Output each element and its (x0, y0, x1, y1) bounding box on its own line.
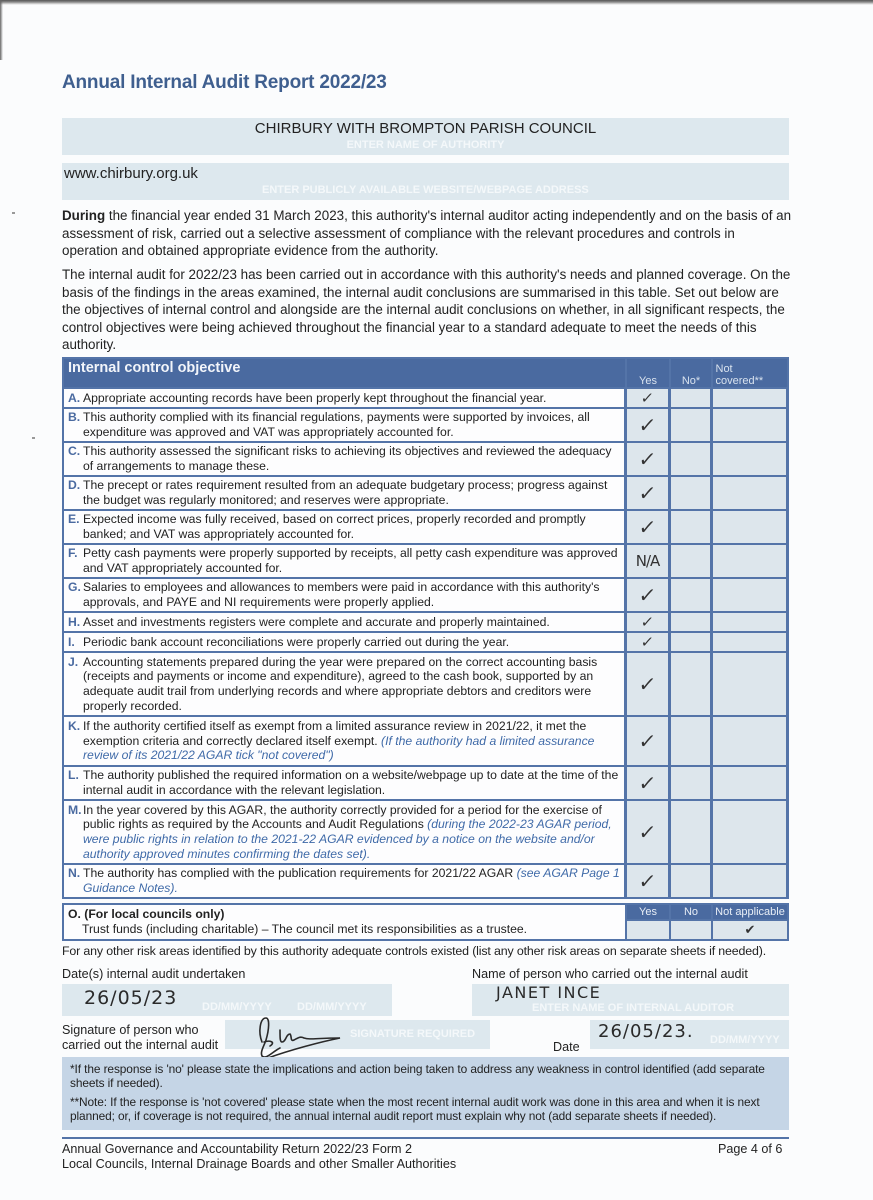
no-checkbox[interactable] (670, 612, 712, 632)
yes-checkbox[interactable] (626, 632, 670, 652)
objective-o-text: Trust funds (including charitable) – The council met its responsibilities as a trustee. (82, 922, 528, 936)
footer-divider (62, 1137, 789, 1139)
objective-text: This authority complied with its financial regulations, payments were supported by invoices, all expenditure was approved and VAT was appropriately accounted for. (83, 410, 590, 439)
objective-text: Accounting statements prepared during the year were prepared on the correct accounting basis (receipts and payments or income and expenditure), agreed to the cash book, supported by an adequate audit trail from underlying records and where appropriate debtors and creditors were properly recorded. (83, 654, 598, 713)
objective-text: Expected income was fully received, based on correct prices, properly recorded and promptly banked; and VAT was appropriately accounted for. (83, 512, 586, 541)
o-yes-header: Yes (626, 904, 670, 920)
objective-letter: H. (68, 614, 81, 629)
page-number: Page 4 of 6 (718, 1142, 783, 1156)
objective-cell (63, 476, 626, 510)
date-label: Date (553, 1040, 580, 1054)
no-checkbox[interactable] (670, 408, 712, 442)
auditor-name-value: JANET INCE (496, 983, 602, 1002)
no-checkbox[interactable] (670, 442, 712, 476)
yes-checkbox[interactable] (626, 864, 670, 898)
not-covered-checkbox[interactable] (712, 476, 788, 510)
yes-checkbox[interactable] (626, 766, 670, 800)
no-checkbox[interactable] (670, 510, 712, 544)
objective-letter: G. (68, 580, 81, 595)
intro-lead: During (62, 208, 106, 223)
not-covered-checkbox[interactable] (712, 652, 788, 716)
date-placeholder: DD/MM/YYYY (710, 1034, 780, 1046)
not-covered-checkbox[interactable] (712, 544, 788, 578)
not-covered-checkbox[interactable] (712, 510, 788, 544)
yes-checkbox[interactable] (626, 442, 670, 476)
objective-text: Salaries to employees and allowances to members were paid in accordance with this authority's approvals, and PAYE and NI requirements were properly applied. (83, 580, 600, 609)
no-checkbox[interactable] (670, 864, 712, 898)
check-icon: ✓ (639, 633, 656, 651)
objective-text: Petty cash payments were properly supported by receipts, all petty cash expenditure was approved and VAT appropriately accounted for. (83, 546, 618, 575)
signature-date-value: 26/05/23. (598, 1021, 694, 1042)
check-icon: ✓ (637, 583, 658, 607)
check-icon: ✓ (637, 672, 658, 696)
no-checkbox[interactable] (670, 716, 712, 766)
yes-column-header: Yes (626, 358, 670, 388)
control-objective-row (63, 578, 788, 612)
check-icon: ✓ (637, 820, 658, 844)
o-na-header: Not applicable (712, 904, 788, 920)
objective-cell (63, 510, 626, 544)
note-not-covered: **Note: If the response is 'not covered' please state when the most recent internal audit work was done in this area and when it is next planned; or, if coverage is not required, the annual internal audit report must explain why not (add separate sheets if needed). (70, 1095, 760, 1123)
objective-cell (63, 864, 626, 898)
check-icon: ✓ (639, 613, 656, 631)
objective-letter: O. (68, 907, 81, 921)
check-icon: ✓ (637, 413, 658, 437)
yes-checkbox[interactable] (626, 544, 670, 578)
local-councils-table (62, 903, 789, 941)
objective-letter: J. (68, 654, 79, 669)
yes-checkbox[interactable] (626, 578, 670, 612)
control-objective-row (63, 800, 788, 864)
objective-column-header: Internal control objective (63, 358, 626, 388)
objective-text: The precept or rates requirement resulted from an adequate budgetary process; progress against the budget was regularly monitored; and reserves were appropriate. (83, 478, 608, 507)
objective-cell (63, 632, 626, 652)
no-column-header: No* (670, 358, 712, 388)
not-covered-checkbox[interactable] (712, 408, 788, 442)
objective-text: The authority has complied with the publication requirements for 2021/22 AGAR (see AGAR Page 1 Guidance Notes). (83, 866, 620, 895)
objective-cell (63, 408, 626, 442)
objective-cell (63, 716, 626, 766)
footer-form-title: Annual Governance and Accountability Return 2022/23 Form 2 Local Councils, Internal Drainage Boards and other Smaller Authorities (62, 1142, 457, 1171)
not-covered-checkbox[interactable] (712, 442, 788, 476)
not-covered-checkbox[interactable] (712, 864, 788, 898)
objective-cell (63, 442, 626, 476)
notes-box (62, 1057, 789, 1130)
other-risks-statement: For any other risk areas identified by this authority adequate controls existed (list any other risk areas on separate sheets if needed). (62, 944, 767, 958)
website-address: www.chirbury.org.uk (64, 165, 198, 182)
objective-letter: I. (68, 634, 75, 649)
guidance-note: (If the authority had a limited assurance review of its 2021/22 AGAR tick "not covered") (83, 733, 595, 763)
objective-letter: F. (68, 546, 78, 561)
signature-placeholder: SIGNATURE REQUIRED (350, 1028, 476, 1040)
objective-letter: K. (68, 719, 81, 734)
objective-text: Appropriate accounting records have been properly kept throughout the financial year. (83, 390, 547, 405)
check-icon: ✓ (637, 771, 658, 795)
auditor-placeholder: ENTER NAME OF INTERNAL AUDITOR (532, 1002, 735, 1014)
objective-letter: N. (68, 866, 81, 881)
handwritten-signature (250, 1012, 360, 1062)
scan-speck (32, 437, 35, 439)
dates-placeholder: DD/MM/YYYY (297, 1001, 367, 1013)
objective-letter: D. (68, 478, 81, 493)
dates-placeholder: DD/MM/YYYY (202, 1001, 272, 1013)
intro-paragraph-2: The internal audit for 2022/23 has been carried out in accordance with this authority's needs and planned coverage. On the basis of the findings in the areas examined, the internal audit conclusions are summarised in this table. Set out below are the objectives of internal control and alongside are the internal audit conclusions on whether, in all significant respects, the control objectives were being achieved throughout the financial year to a standard adequate to meet the needs of this authority. (62, 267, 791, 352)
intro-paragraph-1 (62, 207, 792, 260)
control-objective-row (63, 652, 788, 716)
no-checkbox[interactable] (670, 388, 712, 408)
objective-cell (63, 652, 626, 716)
objective-cell (63, 578, 626, 612)
internal-control-table (62, 357, 789, 899)
objective-text: Asset and investments registers were complete and accurate and properly maintained. (83, 614, 550, 629)
o-yes-checkbox[interactable] (626, 920, 670, 940)
no-checkbox[interactable] (670, 578, 712, 612)
scan-edge (0, 0, 873, 5)
control-objective-row (63, 408, 788, 442)
control-objective-row (63, 766, 788, 800)
control-objective-row (63, 476, 788, 510)
not-covered-checkbox[interactable] (712, 800, 788, 864)
yes-checkbox[interactable] (626, 652, 670, 716)
no-checkbox[interactable] (670, 652, 712, 716)
control-objective-row (63, 544, 788, 578)
check-icon: ✓ (637, 481, 658, 505)
objective-cell (63, 388, 626, 408)
authority-name-field[interactable] (62, 118, 789, 155)
authority-placeholder: ENTER NAME OF AUTHORITY (346, 139, 505, 151)
objective-text: In the year covered by this AGAR, the authority correctly provided for a period for the exercise of public rights as required by the Accounts and Audit Regulations (during the 2022-23 AGAR period, were public rights in relation to the 2021-22 AGAR evidenced by a notice on the website and/or authority approved minutes confirming the dates set). (83, 802, 612, 861)
authority-name: CHIRBURY WITH BROMPTON PARISH COUNCIL (254, 120, 597, 137)
objective-letter: L. (68, 768, 79, 783)
scan-speck (12, 212, 15, 214)
control-objective-row (63, 864, 788, 898)
not-covered-column-header: Not covered** (712, 358, 788, 388)
scan-edge (0, 0, 3, 60)
objective-letter: A. (68, 390, 81, 405)
audit-date-value: 26/05/23 (84, 987, 178, 1009)
objective-text: The authority published the required information on a website/webpage up to date at the time of the internal audit in accordance with the relevant legislation. (83, 768, 619, 797)
objective-letter: E. (68, 512, 80, 527)
dates-label: Date(s) internal audit undertaken (62, 967, 246, 981)
objective-o-title: (For local councils only) (84, 907, 225, 921)
check-icon: ✓ (639, 389, 656, 407)
page-title: Annual Internal Audit Report 2022/23 (62, 72, 387, 93)
no-checkbox[interactable] (670, 632, 712, 652)
control-objective-row (63, 442, 788, 476)
not-covered-checkbox[interactable] (712, 612, 788, 632)
no-checkbox[interactable] (670, 544, 712, 578)
control-objective-row (63, 612, 788, 632)
objective-letter: C. (68, 444, 81, 459)
signature-date-field[interactable] (590, 1020, 789, 1049)
o-no-checkbox[interactable] (670, 920, 712, 940)
no-checkbox[interactable] (670, 800, 712, 864)
not-covered-checkbox[interactable] (712, 578, 788, 612)
objective-letter: B. (68, 410, 81, 425)
yes-checkbox[interactable] (626, 476, 670, 510)
check-icon: ✓ (637, 729, 658, 753)
not-covered-checkbox[interactable] (712, 632, 788, 652)
na-mark: N/A (635, 552, 660, 570)
website-placeholder: ENTER PUBLICLY AVAILABLE WEBSITE/WEBPAGE ADDRESS (262, 184, 589, 196)
note-no-response: *If the response is 'no' please state the implications and action being taken to address any weakness in control identified (add separate sheets if needed). (70, 1062, 765, 1090)
objective-o (63, 904, 626, 940)
guidance-note: (see AGAR Page 1 Guidance Notes). (83, 866, 620, 895)
auditor-name-label: Name of person who carried out the internal audit (472, 967, 748, 981)
website-field[interactable] (62, 163, 789, 200)
objective-text: If the authority certified itself as exempt from a limited assurance review in 2021/22, it met the exemption criteria and correctly declared itself exempt. (If the authority had a limited assurance review of its 2021/22 AGAR tick "not covered") (83, 719, 595, 763)
o-no-header: No (670, 904, 712, 920)
yes-checkbox[interactable] (626, 408, 670, 442)
check-icon: ✓ (637, 515, 658, 539)
objective-letter: M. (68, 802, 82, 817)
check-icon: ✓ (637, 869, 658, 893)
yes-checkbox[interactable] (626, 388, 670, 408)
objective-cell (63, 612, 626, 632)
objective-cell (63, 544, 626, 578)
objective-text: This authority assessed the significant risks to achieving its objectives and reviewed the adequacy of arrangements to manage these. (83, 444, 612, 473)
control-objective-row (63, 632, 788, 652)
yes-checkbox[interactable] (626, 510, 670, 544)
check-icon: ✔ (744, 922, 756, 938)
not-covered-checkbox[interactable] (712, 766, 788, 800)
objective-cell (63, 800, 626, 864)
yes-checkbox[interactable] (626, 800, 670, 864)
no-checkbox[interactable] (670, 476, 712, 510)
yes-checkbox[interactable] (626, 716, 670, 766)
no-checkbox[interactable] (670, 766, 712, 800)
not-covered-checkbox[interactable] (712, 716, 788, 766)
control-objective-row (63, 388, 788, 408)
control-objective-row (63, 510, 788, 544)
check-icon: ✓ (637, 447, 658, 471)
signature-label: Signature of person who carried out the internal audit (62, 1023, 219, 1052)
not-covered-checkbox[interactable] (712, 388, 788, 408)
guidance-note: (during the 2022-23 AGAR period, were public rights in relation to the 2021-22 AGAR evidenced by a notice on the website and/or authority approved minutes confirming the dates set). (83, 817, 612, 861)
objective-text: Periodic bank account reconciliations were properly carried out during the year. (83, 634, 510, 649)
o-na-checkbox[interactable] (712, 920, 788, 940)
objective-cell (63, 766, 626, 800)
yes-checkbox[interactable] (626, 612, 670, 632)
intro-text: the financial year ended 31 March 2023, this authority's internal auditor acting independently and on the basis of an assessment of risk, carried out a selective assessment of compliance with the relevant procedures and controls in operation and obtained appropriate evidence from the authority. (62, 208, 792, 258)
control-objective-row (63, 716, 788, 766)
auditor-name-field[interactable] (472, 984, 789, 1016)
